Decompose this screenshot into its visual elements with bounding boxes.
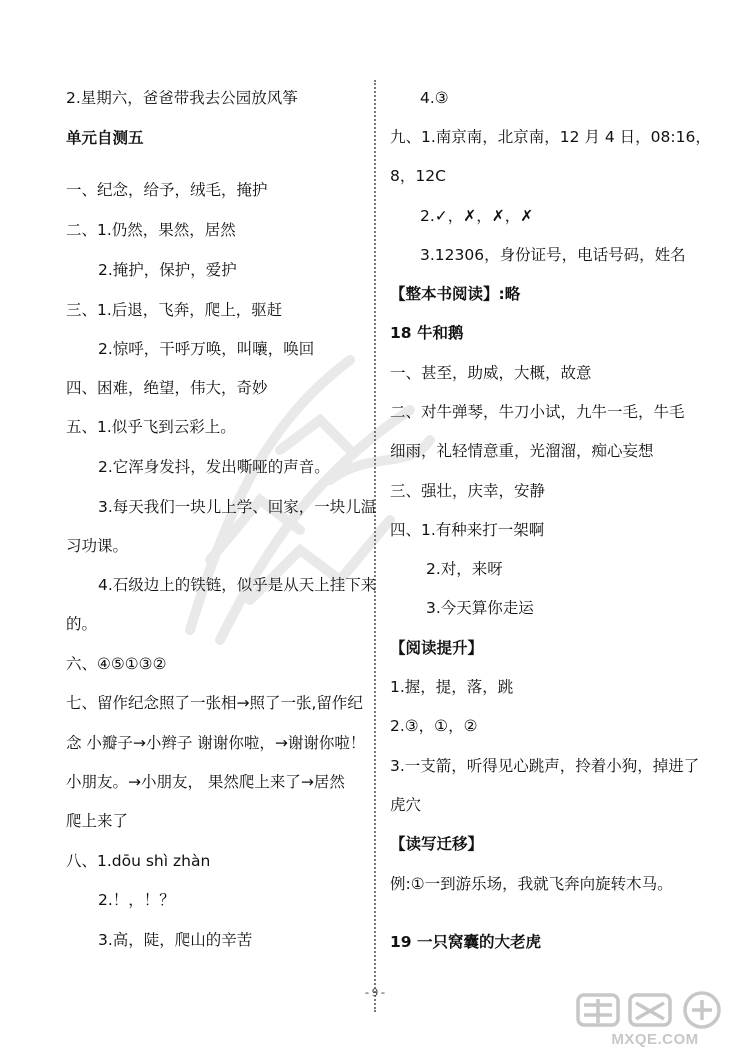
answer-line: 2.③，①，② [390,717,478,735]
answer-line: 虎穴 [390,796,422,814]
answer-line: 三、强壮，庆幸，安静 [390,482,546,500]
answer-line: 3.12306，身份证号，电话号码，姓名 [420,246,686,264]
answer-line: 四、困难，绝望，伟大，奇妙 [66,379,268,397]
answer-line: 2.掩护，保护，爱护 [98,261,237,279]
site-logo [570,989,740,1053]
logo-wordmark-icon [570,989,740,1029]
answer-line: 8，12C [390,167,446,185]
answer-line: 三、1.后退，飞奔，爬上，驱赶 [66,301,283,319]
answer-line: 一、甚至，助威，大概，故意 [390,364,592,382]
answer-line: 2.惊呼，干呼万唤，叫嚷，唤回 [98,340,315,358]
answer-line: 七、留作纪念照了一张相→照了一张,留作纪 [66,694,363,712]
section-heading: 单元自测五 [66,129,144,147]
section-heading: 【阅读提升】 [390,639,484,657]
answer-line: 五、1.似乎飞到云彩上。 [66,418,236,436]
page-number: - 9 - [365,985,385,999]
answer-line: 3.今天算你走运 [426,599,534,617]
answer-line: 爬上来了 [66,812,129,830]
logo-url: MXQE.COM [611,1031,699,1048]
answer-line: 的。 [66,615,98,633]
answer-line: 3.每天我们一块儿上学、回家，一块儿温 [98,498,377,516]
answer-line: 2.对，来呀 [426,560,503,578]
column-divider [374,80,376,1012]
section-heading: 【读写迁移】 [390,835,484,853]
lesson-heading: 18 牛和鹅 [390,324,464,342]
answer-line: 念 小瓣子→小辫子 谢谢你啦，→谢谢你啦！ [66,734,366,752]
answer-line: 一、纪念，给予，绒毛，掩护 [66,181,268,199]
answer-line: 例:①一到游乐场，我就飞奔向旋转木马。 [390,875,673,893]
answer-line: 二、对牛弹琴，牛刀小试，九牛一毛，牛毛 [390,403,685,421]
answer-line: 3.一支箭，听得见心跳声，拎着小狗，掉进了 [390,757,700,775]
answer-line: 细雨，礼轻情意重，光溜溜，痴心妄想 [390,442,654,460]
answer-line: 六、④⑤①③② [66,655,167,673]
lesson-heading: 19 一只窝囊的大老虎 [390,933,541,951]
answer-line: 习功课。 [66,537,129,555]
answer-line: 二、1.仍然，果然，居然 [66,221,236,239]
answer-line: 八、1.dōu shì zhàn [66,852,211,870]
answer-line: 小朋友。→小朋友， 果然爬上来了→居然 [66,773,345,791]
answer-line: 四、1.有种来打一架啊 [390,521,545,539]
answer-line: 3.高，陡，爬山的辛苦 [98,931,253,949]
answer-line: 2.✓，✗，✗，✗ [420,207,534,225]
answer-line: 4.石级边上的铁链，似乎是从天上挂下来 [98,576,377,594]
answer-line: 4.③ [420,89,449,107]
section-heading: 【整本书阅读】:略 [390,285,521,303]
answer-line: 1.握，提，落，跳 [390,678,514,696]
answer-line: 2.！，！？ [98,891,175,909]
answer-line: 2.星期六，爸爸带我去公园放风筝 [66,89,298,107]
answer-line: 九、1.南京南，北京南，12 月 4 日，08:16， [390,128,711,146]
answer-line: 2.它浑身发抖，发出嘶哑的声音。 [98,458,330,476]
